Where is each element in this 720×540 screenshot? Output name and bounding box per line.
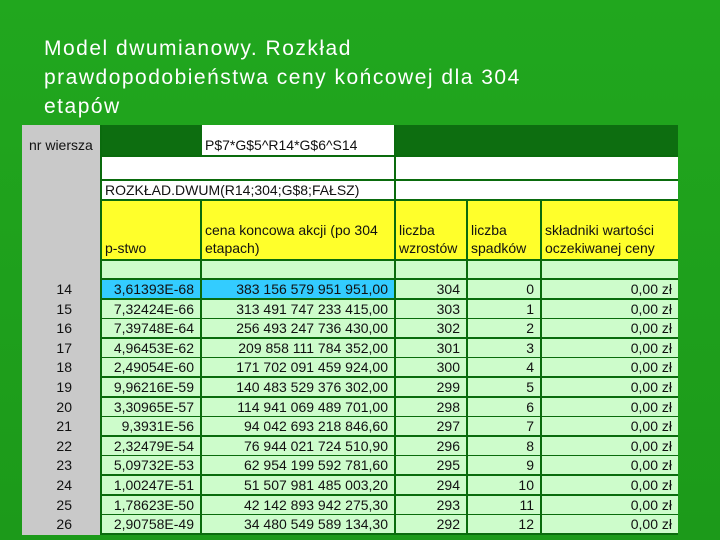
final-price-cell[interactable]: 51 507 981 485 003,20 [202,476,394,494]
ups-cell[interactable]: 298 [396,398,466,416]
downs-cell[interactable]: 0 [468,280,540,298]
expected-component-cell[interactable]: 0,00 zł [542,437,678,455]
row-number: 25 [56,496,72,513]
downs-cell[interactable]: 9 [468,456,540,474]
probability-cell[interactable]: 9,96216E-59 [102,378,200,396]
header-final-price [202,201,394,259]
header-final-price-line-1: cena koncowa akcji (po 304 [205,222,378,238]
expected-component-cell[interactable]: 0,00 zł [542,456,678,474]
downs-cell[interactable]: 6 [468,398,540,416]
header-dark-block-right [396,125,678,155]
probability-cell[interactable]: 4,96453E-62 [102,339,200,357]
final-price-cell[interactable]: 114 941 069 489 701,00 [202,398,394,416]
expected-component-cell[interactable]: 0,00 zł [542,300,678,318]
expected-component-cell[interactable]: 0,00 zł [542,358,678,376]
probability-cell[interactable]: 3,61393E-68 [102,280,200,298]
downs-cell[interactable]: 1 [468,300,540,318]
spreadsheet-table [22,125,678,535]
downs-cell[interactable]: 11 [468,496,540,514]
expected-component-cell[interactable]: 0,00 zł [542,339,678,357]
slide-title-line-2: prawdopodobieństwa ceny końcowej dla 304 [44,66,521,89]
final-price-cell[interactable]: 42 142 893 942 275,30 [202,496,394,514]
final-price-cell[interactable]: 313 491 747 233 415,00 [202,300,394,318]
probability-cell[interactable]: 3,30965E-57 [102,398,200,416]
empty-white-row-right [396,157,678,179]
probability-cell[interactable]: 2,49054E-60 [102,358,200,376]
spacer-cell [396,261,466,278]
ups-cell[interactable]: 294 [396,476,466,494]
downs-cell[interactable]: 7 [468,417,540,435]
probability-cell[interactable]: 9,3931E-56 [102,417,200,435]
expected-component-cell[interactable]: 0,00 zł [542,417,678,435]
spacer-cell [202,261,394,278]
probability-cell[interactable]: 5,09732E-53 [102,456,200,474]
downs-cell[interactable]: 3 [468,339,540,357]
ups-cell[interactable]: 296 [396,437,466,455]
ups-cell[interactable]: 297 [396,417,466,435]
spacer-cell [542,261,678,278]
ups-cell[interactable]: 302 [396,319,466,337]
expected-component-cell[interactable]: 0,00 zł [542,319,678,337]
expected-component-cell[interactable]: 0,00 zł [542,378,678,396]
header-downs-line-1: liczba [471,222,507,238]
probability-cell[interactable]: 7,39748E-64 [102,319,200,337]
header-ups-line-2: wzrostów [399,240,458,256]
downs-cell[interactable]: 10 [468,476,540,494]
empty-white-row-2 [396,181,678,199]
final-price-cell[interactable]: 62 954 199 592 781,60 [202,456,394,474]
header-downs-line-2: spadków [471,240,527,256]
row-number: 19 [56,379,72,395]
slide-title [44,34,684,121]
row-number: 15 [56,300,72,317]
header-expected-components-line-1: składniki wartości [545,222,654,238]
final-price-cell[interactable]: 256 493 247 736 430,00 [202,319,394,337]
downs-cell[interactable]: 12 [468,515,540,533]
slide-title-line-3: etapów [44,95,121,118]
ups-cell[interactable]: 304 [396,280,466,298]
downs-cell[interactable]: 5 [468,378,540,396]
ups-cell[interactable]: 303 [396,300,466,318]
probability-cell[interactable]: 7,32424E-66 [102,300,200,318]
expected-component-cell[interactable]: 0,00 zł [542,496,678,514]
ups-cell[interactable]: 300 [396,358,466,376]
downs-cell[interactable]: 4 [468,358,540,376]
ups-cell[interactable]: 299 [396,378,466,396]
downs-cell[interactable]: 8 [468,437,540,455]
header-expected-components [542,201,678,259]
probability-cell[interactable]: 1,00247E-51 [102,476,200,494]
header-probability: p-stwo [102,201,200,259]
header-ups-line-1: liczba [399,222,435,238]
slide-title-line-1: Model dwumianowy. Rozkład [44,37,352,60]
spacer-cell [102,261,200,278]
final-price-cell[interactable]: 171 702 091 459 924,00 [202,358,394,376]
header-expected-components-line-2: oczekiwanej ceny [545,240,655,256]
spacer-cell [468,261,540,278]
row-number: 26 [56,516,72,533]
row-number: 22 [56,437,72,454]
row-number: 20 [56,398,72,415]
final-price-cell[interactable]: 34 480 549 589 134,30 [202,515,394,533]
final-price-cell[interactable]: 76 944 021 724 510,90 [202,437,394,455]
final-price-cell[interactable]: 209 858 111 784 352,00 [202,339,394,357]
downs-cell[interactable]: 2 [468,319,540,337]
probability-cell[interactable]: 2,32479E-54 [102,437,200,455]
row-number: 17 [56,339,72,356]
row-number: 24 [56,477,72,493]
expected-component-cell[interactable]: 0,00 zł [542,398,678,416]
expected-component-cell[interactable]: 0,00 zł [542,515,678,533]
expected-component-cell[interactable]: 0,00 zł [542,476,678,494]
formula-cell-1[interactable]: P$7*G$5^R14*G$6^S14 [202,125,394,155]
header-dark-block [102,125,200,155]
row-number: 14 [56,281,72,297]
row-number: 23 [56,457,72,474]
ups-cell[interactable]: 292 [396,515,466,533]
final-price-cell[interactable]: 140 483 529 376 302,00 [202,378,394,396]
ups-cell[interactable]: 301 [396,339,466,357]
row-number: 16 [56,320,72,337]
ups-cell[interactable]: 295 [396,456,466,474]
row-number: 18 [56,359,72,376]
probability-cell[interactable]: 1,78623E-50 [102,496,200,514]
row-number: 21 [56,418,72,435]
final-price-cell[interactable]: 94 042 693 218 846,60 [202,417,394,435]
ups-cell[interactable]: 293 [396,496,466,514]
header-downs [468,201,540,259]
expected-component-cell[interactable]: 0,00 zł [542,280,678,298]
row-label-header: nr wiersza [29,137,93,153]
header-ups [396,201,466,259]
formula-cell-2[interactable]: ROZKŁAD.DWUM(R14;304;G$8;FAŁSZ) [102,181,394,199]
final-price-cell[interactable]: 383 156 579 951 951,00 [202,280,394,298]
probability-cell[interactable]: 2,90758E-49 [102,515,200,533]
empty-white-row [102,157,394,179]
header-final-price-line-2: etapach) [205,240,260,256]
